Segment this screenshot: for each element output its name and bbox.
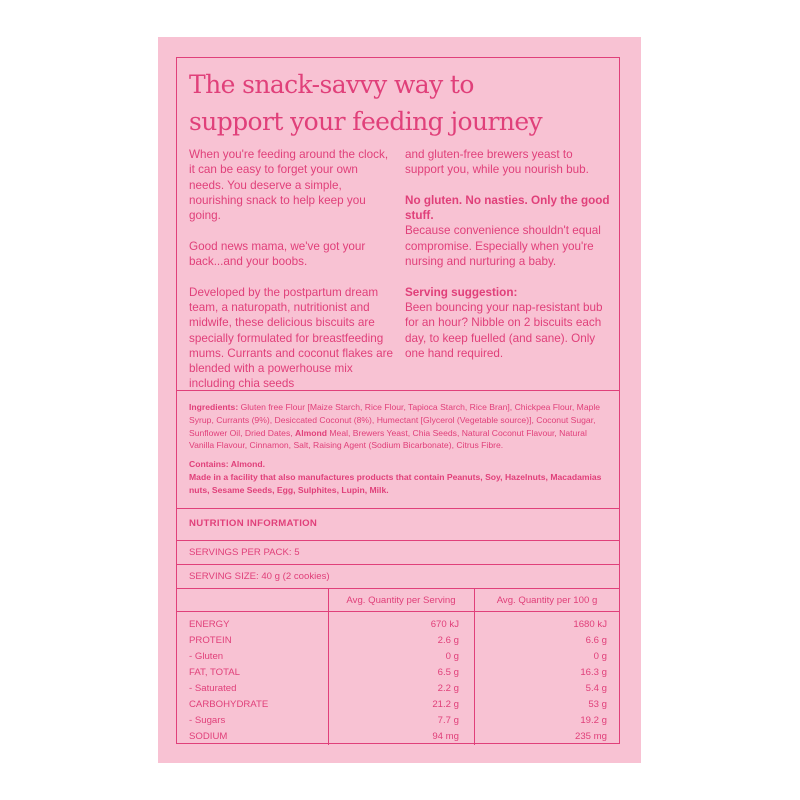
- serving-suggestion-text: Been bouncing your nap-resistant bub for an hour? Nibble on 2 biscuits each day, to keep fuelled (and sane). Only one hand required.: [405, 300, 603, 360]
- marketing-section: [177, 58, 619, 391]
- convenience-paragraph: Because convenience shouldn't equal compromise. Especially when you're nursing and nurturing a baby.: [405, 224, 601, 269]
- row-label: - Saturated: [189, 683, 237, 694]
- row-label: SODIUM: [189, 731, 228, 742]
- value-per-serving: 6.5 g: [437, 667, 459, 678]
- row-label: PROTEIN: [189, 635, 232, 646]
- row-label: - Sugars: [189, 715, 226, 726]
- value-per-100g: 19.2 g: [580, 715, 607, 726]
- ingredients-text: Ingredients: Gluten free Flour [Maize Starch, Rice Flour, Tapioca Starch, Rice Bran], Chickpea Flour, Maple Syrup, Currants (9%), Desiccated Coconut (8%), Humectant [Glycerol (Vegetable source)], Coconut Sugar, Sunflower Oil, Dried Dates, Almond Meal, Brewers Yeast, Chia Seeds, Natural Coconut Flavour, Natural Vanilla Flavour, Cinnamon, Salt, Raising Agent (Sodium Bicarbonate), Citrus Fibre.: [189, 402, 601, 451]
- value-per-serving: 94 mg: [432, 731, 459, 742]
- value-per-serving: 7.7 g: [437, 715, 459, 726]
- servings-per-pack: SERVINGS PER PACK: 5: [189, 547, 300, 558]
- servings-per-pack-row: [177, 541, 619, 565]
- nutrition-title-row: [177, 509, 619, 541]
- column-divider: [328, 589, 329, 745]
- row-label: CARBOHYDRATE: [189, 699, 269, 710]
- ingredients-label: Ingredients:: [189, 402, 239, 412]
- ingredients-section: [177, 391, 619, 509]
- headline-line-1: The snack-savvy way to: [189, 70, 474, 99]
- row-label: ENERGY: [189, 619, 230, 630]
- label-frame: [176, 57, 620, 744]
- header-divider: [177, 611, 619, 612]
- col-header-per-100g: Avg. Quantity per 100 g: [496, 595, 598, 606]
- value-per-serving: 21.2 g: [432, 699, 459, 710]
- headline: [189, 66, 609, 140]
- value-per-serving: 0 g: [445, 651, 459, 662]
- almond-allergen: Almond: [295, 427, 328, 438]
- serving-size-row: [177, 565, 619, 589]
- row-label: - Gluten: [189, 651, 224, 662]
- developed-paragraph: Developed by the postpartum dream team, a naturopath, nutritionist and midwife, these delicious biscuits are specially formulated for breastfeeding mums. Currants and coconut flakes are blended with a powerhouse mix including chia seeds: [189, 285, 393, 391]
- value-per-100g: 16.3 g: [580, 667, 607, 678]
- value-per-100g: 235 mg: [575, 731, 607, 742]
- contains-statement: Contains: Almond.: [189, 459, 266, 470]
- value-per-100g: 0 g: [593, 651, 607, 662]
- nutrition-table: [177, 589, 619, 745]
- col-header-per-serving: Avg. Quantity per Serving: [346, 595, 456, 606]
- serving-suggestion-heading: Serving suggestion:: [405, 285, 518, 299]
- value-per-100g: 5.4 g: [585, 683, 607, 694]
- facility-statement: Made in a facility that also manufactures products that contain Peanuts, Soy, Hazelnuts, Macadamias nuts, Sesame Seeds, Egg, Sulphites, Lupin, Milk.: [189, 471, 602, 495]
- nutrition-title: NUTRITION INFORMATION: [189, 518, 318, 529]
- right-column: [405, 147, 613, 376]
- left-column: [189, 147, 394, 407]
- row-label: FAT, TOTAL: [189, 667, 241, 678]
- value-per-serving: 2.2 g: [437, 683, 459, 694]
- value-per-serving: 2.6 g: [437, 635, 459, 646]
- serving-size: SERVING SIZE: 40 g (2 cookies): [189, 571, 330, 582]
- value-per-100g: 6.6 g: [585, 635, 607, 646]
- intro-paragraph: When you're feeding around the clock, it can be easy to forget your own needs. You deserve a simple, nourishing snack to help keep you going.: [189, 148, 389, 223]
- column-divider: [474, 589, 475, 745]
- value-per-serving: 670 kJ: [430, 619, 459, 630]
- continued-paragraph: and gluten-free brewers yeast to support you, while you nourish bub.: [405, 148, 589, 177]
- value-per-100g: 1680 kJ: [573, 619, 607, 630]
- no-gluten-heading: No gluten. No nasties. Only the good stuff.: [405, 193, 610, 223]
- good-news-paragraph: Good news mama, we've got your back...and your boobs.: [189, 239, 366, 269]
- value-per-100g: 53 g: [588, 699, 607, 710]
- headline-line-2: support your feeding journey: [189, 107, 543, 136]
